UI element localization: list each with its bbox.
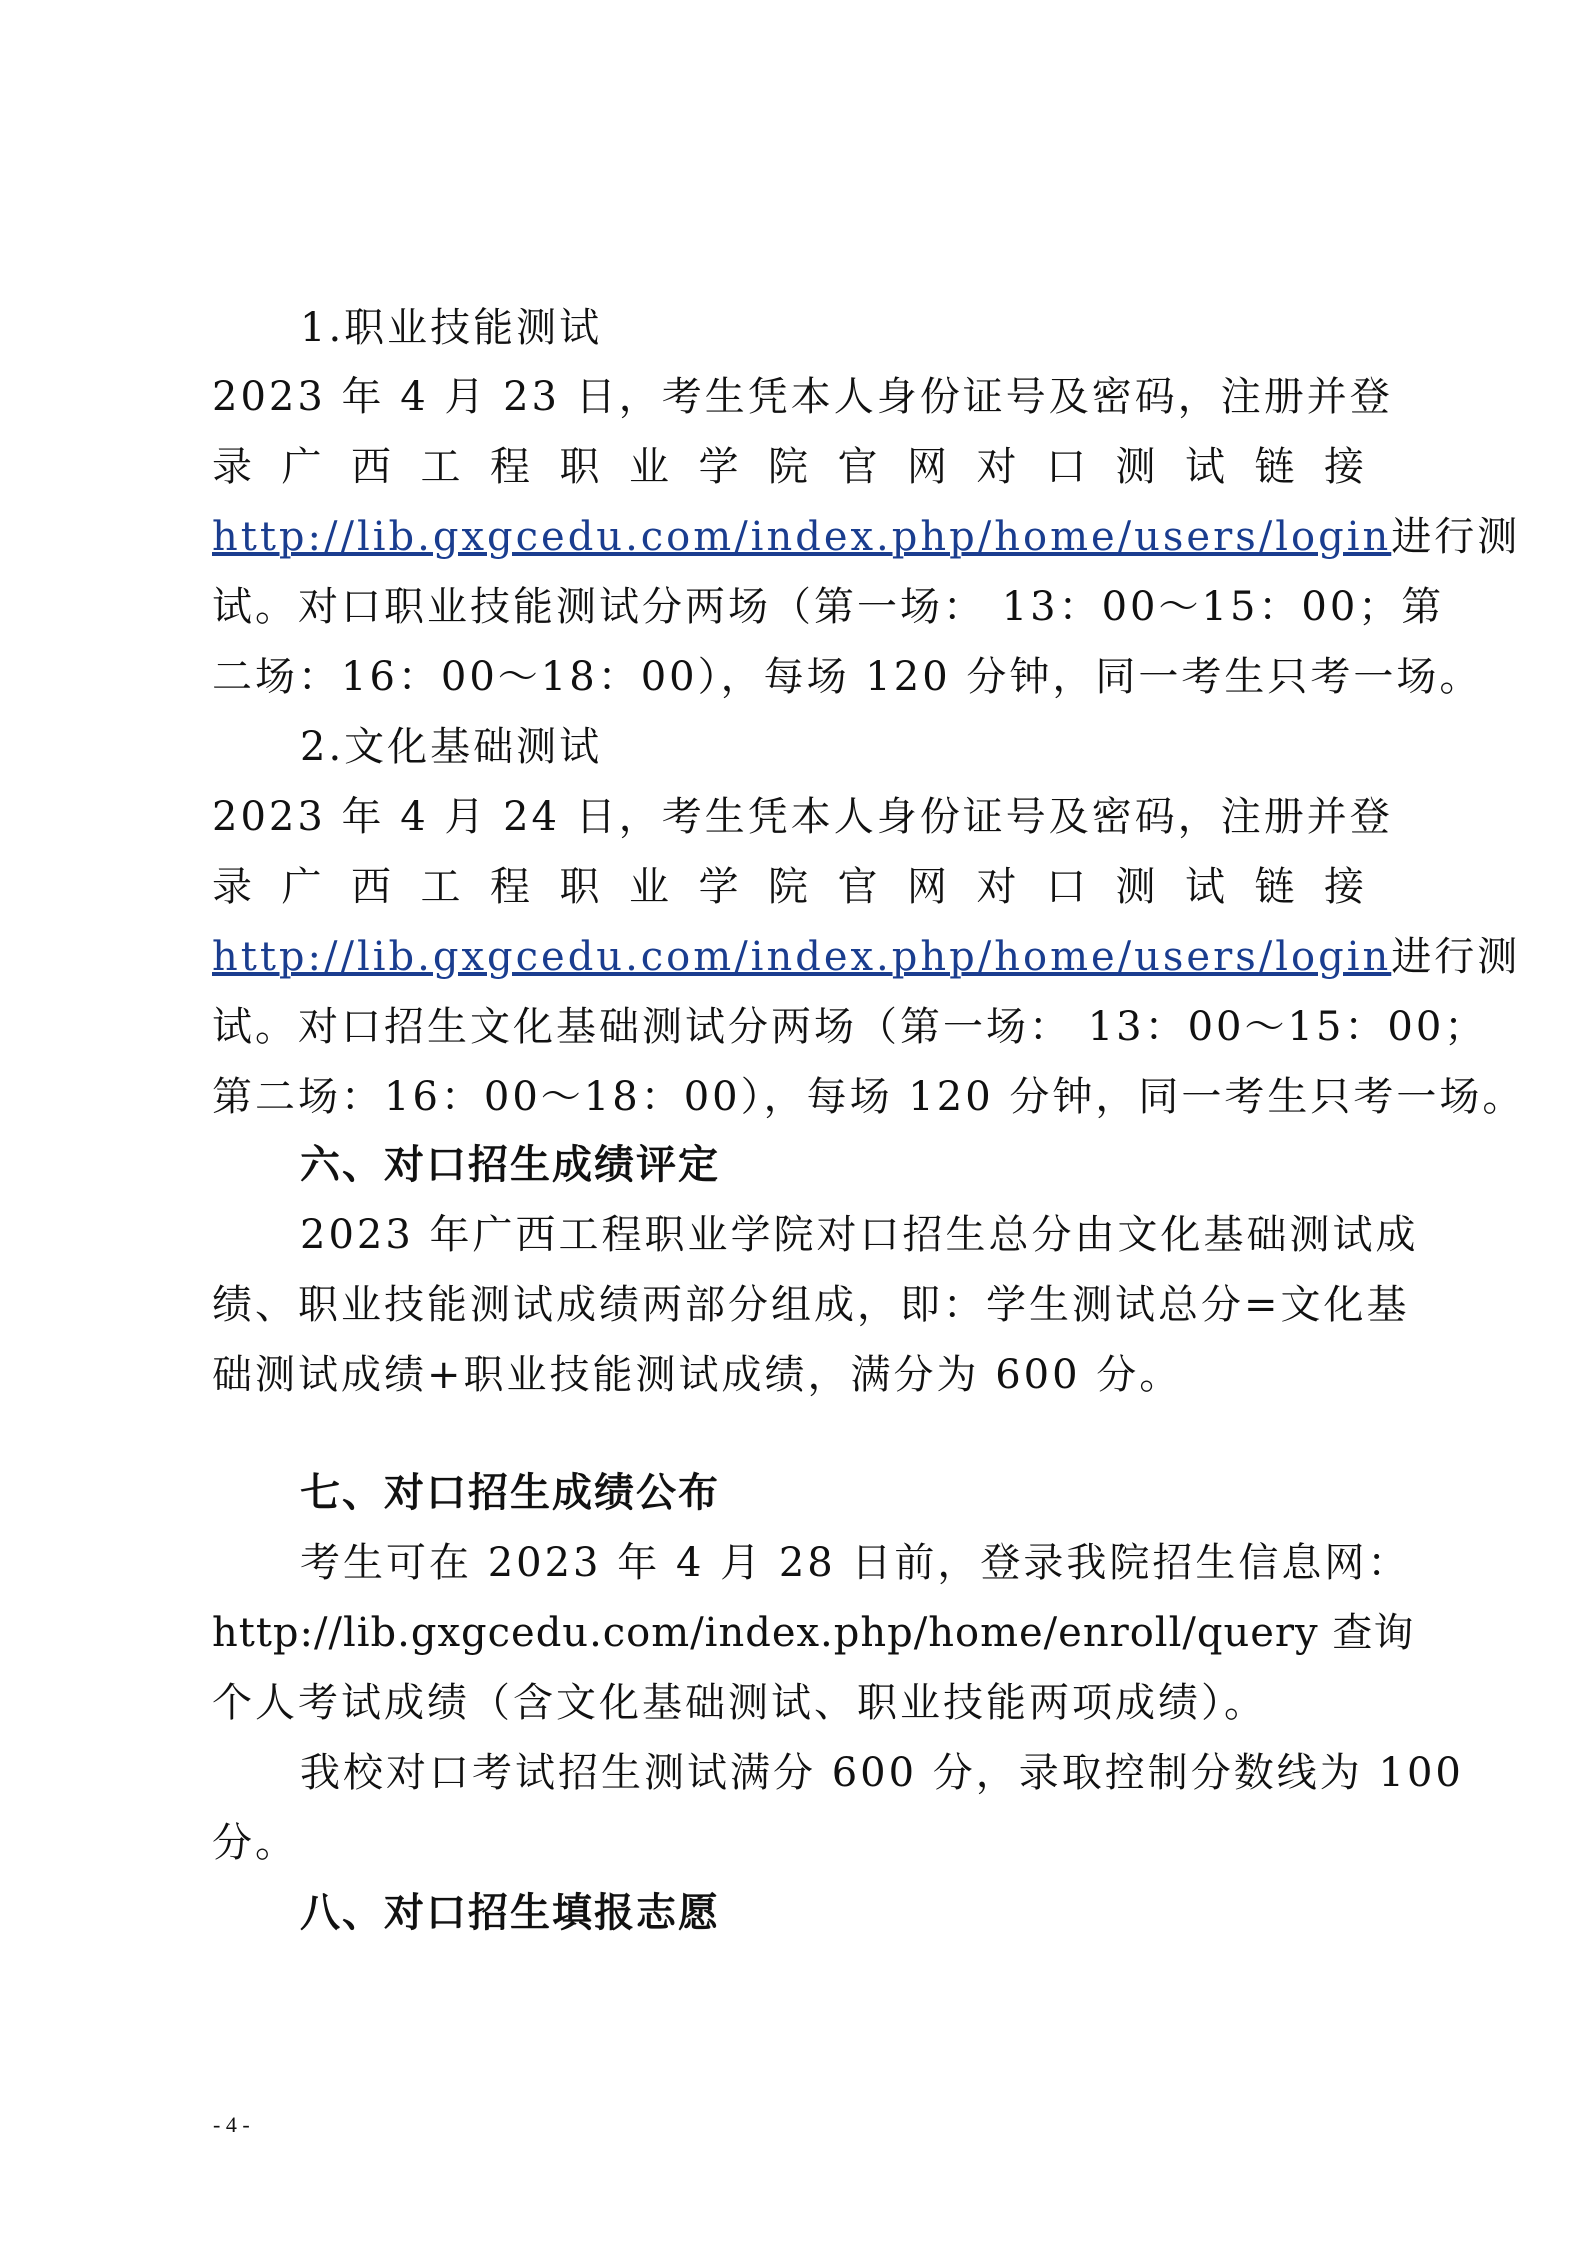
paragraph-line: 录广西工程职业学院官网对口测试链接 bbox=[212, 864, 1392, 910]
paragraph-line: 2023 年广西工程职业学院对口招生总分由文化基础测试成 bbox=[300, 1212, 1419, 1258]
test-login-link[interactable]: http://lib.gxgcedu.com/index.php/home/users/login bbox=[212, 514, 1392, 560]
paragraph-line-with-link bbox=[212, 512, 1521, 562]
paragraph-line: 础测试成绩+职业技能测试成绩，满分为 600 分。 bbox=[212, 1352, 1183, 1398]
paragraph-text: 进行测 bbox=[1391, 514, 1521, 560]
paragraph-line: 考生可在 2023 年 4 月 28 日前，登录我院招生信息网： bbox=[300, 1540, 1411, 1586]
paragraph-line: 个人考试成绩（含文化基础测试、职业技能两项成绩）。 bbox=[212, 1680, 1267, 1726]
paragraph-line: 第二场：16：00～18：00），每场 120 分钟，同一考生只考一场。 bbox=[212, 1074, 1526, 1120]
paragraph-line: 我校对口考试招生测试满分 600 分，录取控制分数线为 100 bbox=[300, 1750, 1464, 1796]
test-login-link[interactable]: http://lib.gxgcedu.com/index.php/home/users/login bbox=[212, 934, 1392, 980]
subsection-title-skills-test: 1.职业技能测试 bbox=[300, 305, 603, 351]
subsection-title-culture-test: 2.文化基础测试 bbox=[300, 724, 603, 770]
paragraph-line: 2023 年 4 月 23 日，考生凭本人身份证号及密码，注册并登 bbox=[212, 374, 1393, 420]
page-number: - 4 - bbox=[213, 2112, 250, 2137]
section-heading-application: 八、对口招生填报志愿 bbox=[300, 1890, 720, 1936]
section-heading-score-evaluation: 六、对口招生成绩评定 bbox=[300, 1142, 720, 1188]
paragraph-line: 绩、职业技能测试成绩两部分组成，即：学生测试总分=文化基 bbox=[212, 1282, 1410, 1328]
paragraph-line: 录广西工程职业学院官网对口测试链接 bbox=[212, 444, 1392, 490]
paragraph-text: 进行测 bbox=[1391, 934, 1521, 980]
paragraph-line: 试。对口职业技能测试分两场（第一场： 13：00～15：00；第 bbox=[212, 584, 1445, 630]
paragraph-line-with-link bbox=[212, 932, 1521, 982]
paragraph-line-query-url: http://lib.gxgcedu.com/index.php/home/enroll/query 查询 bbox=[212, 1610, 1415, 1656]
paragraph-line: 分。 bbox=[212, 1820, 298, 1866]
section-heading-score-release: 七、对口招生成绩公布 bbox=[300, 1470, 720, 1516]
paragraph-line: 二场：16：00～18：00），每场 120 分钟，同一考生只考一场。 bbox=[212, 654, 1483, 700]
paragraph-line: 2023 年 4 月 24 日，考生凭本人身份证号及密码，注册并登 bbox=[212, 794, 1393, 840]
paragraph-line: 试。对口招生文化基础测试分两场（第一场： 13：00～15：00； bbox=[212, 1004, 1488, 1050]
